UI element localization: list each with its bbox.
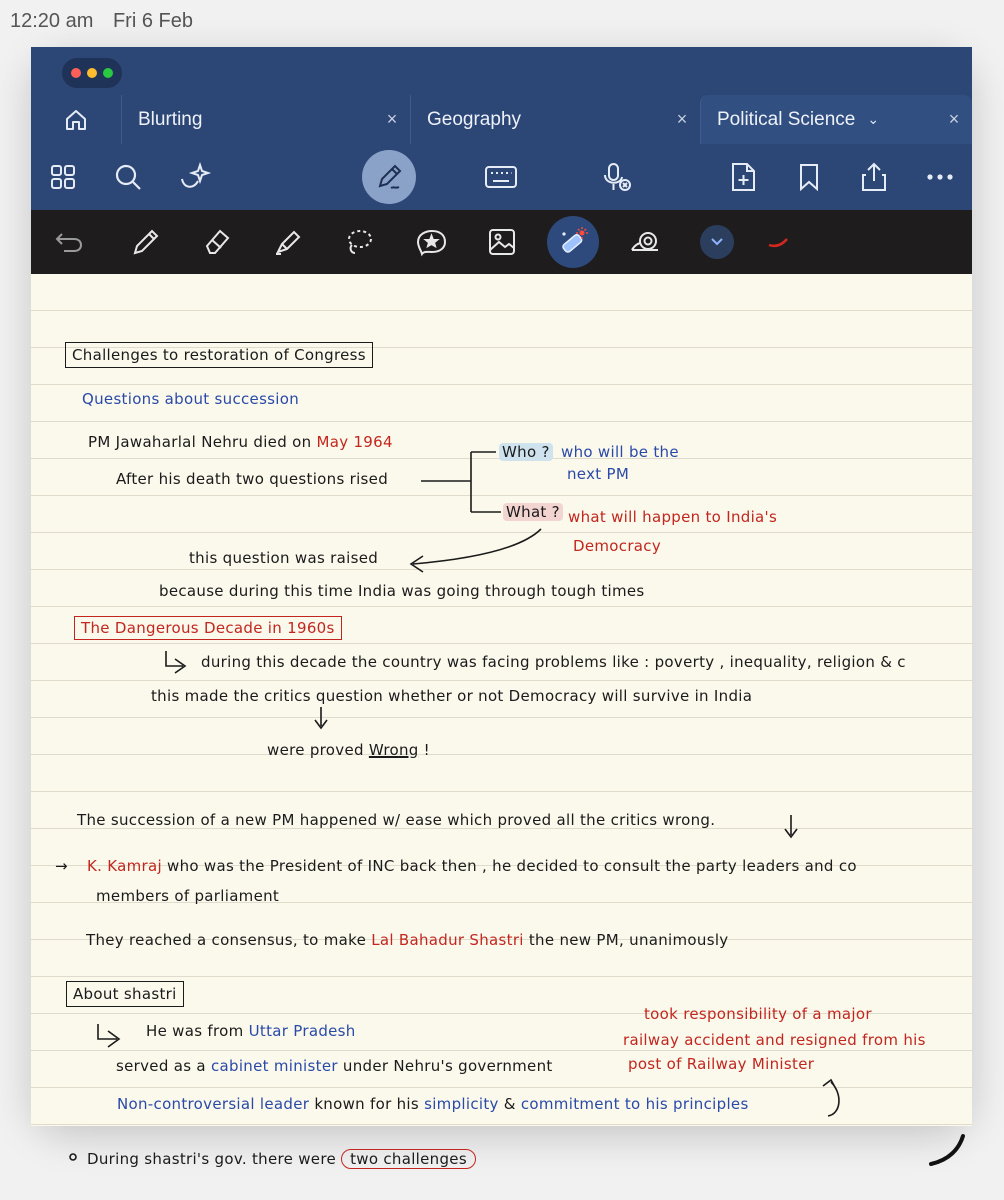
image-icon[interactable] bbox=[482, 222, 522, 262]
what-answer-line2: Democracy bbox=[573, 537, 661, 555]
note-line: this question was raised bbox=[189, 549, 379, 567]
keyboard-icon[interactable] bbox=[482, 158, 520, 196]
who-label: Who ? bbox=[499, 443, 553, 461]
mic-icon[interactable] bbox=[598, 158, 636, 196]
note-line bbox=[116, 1056, 553, 1076]
tab-blurting[interactable] bbox=[121, 95, 410, 144]
note-line: The succession of a new PM happened w/ ease which proved all the critics wrong. bbox=[77, 811, 716, 829]
note-line bbox=[87, 1149, 476, 1169]
highlighter-icon[interactable] bbox=[268, 222, 308, 262]
ai-sparkle-icon[interactable] bbox=[175, 158, 213, 196]
tab-label: Geography bbox=[427, 108, 522, 130]
close-icon[interactable]: × bbox=[948, 109, 960, 129]
clock: 12:20 am bbox=[10, 10, 94, 32]
pen-icon[interactable] bbox=[126, 222, 166, 262]
note-emphasis: commitment to his principles bbox=[520, 1095, 749, 1113]
note-emphasis: Non-controversial leader bbox=[117, 1095, 310, 1113]
note-text: the new PM, unanimously bbox=[528, 931, 729, 949]
home-icon bbox=[63, 107, 89, 133]
note-name: Lal Bahadur Shastri bbox=[371, 931, 524, 949]
note-line: this made the critics question whether or not Democracy will survive in India bbox=[151, 687, 753, 705]
tab-label: Political Science bbox=[717, 108, 856, 130]
tab-label: Blurting bbox=[138, 108, 203, 130]
shapes-icon[interactable] bbox=[625, 222, 665, 262]
app-window bbox=[31, 47, 972, 1168]
who-question bbox=[499, 442, 553, 462]
note-line bbox=[146, 1021, 356, 1041]
what-answer-line1: what will happen to India's bbox=[568, 508, 778, 526]
close-icon[interactable]: × bbox=[386, 109, 398, 129]
eraser-icon[interactable] bbox=[197, 222, 237, 262]
note-line: during this decade the country was facing problems like : poverty , inequality, religion & c bbox=[201, 653, 906, 671]
note-text: were proved bbox=[267, 741, 364, 759]
note-line bbox=[117, 1094, 749, 1114]
tab-strip bbox=[31, 95, 972, 144]
side-note-line2: railway accident and resigned from his bbox=[623, 1031, 926, 1049]
note-role: cabinet minister bbox=[210, 1057, 338, 1075]
new-page-icon[interactable] bbox=[724, 158, 762, 196]
status-bar bbox=[10, 10, 207, 33]
note-emphasis: Wrong bbox=[368, 741, 419, 759]
pen-mode-icon bbox=[373, 161, 405, 193]
more-icon[interactable] bbox=[921, 158, 959, 196]
note-line bbox=[55, 856, 857, 876]
note-subheading: Questions about succession bbox=[82, 390, 300, 408]
side-note-line1: took responsibility of a major bbox=[644, 1005, 872, 1023]
note-emphasis: simplicity bbox=[424, 1095, 499, 1113]
what-question bbox=[503, 502, 563, 522]
who-answer-line2: next PM bbox=[567, 465, 630, 483]
chevron-down-icon[interactable]: ⌄ bbox=[867, 111, 880, 127]
note-line bbox=[86, 930, 728, 950]
zoom-dot-icon[interactable] bbox=[103, 68, 113, 78]
grid-icon[interactable] bbox=[44, 158, 82, 196]
note-place: Uttar Pradesh bbox=[248, 1022, 356, 1040]
laser-pointer-icon[interactable] bbox=[547, 216, 599, 268]
minimize-dot-icon[interactable] bbox=[87, 68, 97, 78]
note-heading: Challenges to restoration of Congress bbox=[65, 342, 373, 368]
share-icon[interactable] bbox=[855, 158, 893, 196]
note-name: K. Kamraj bbox=[86, 857, 162, 875]
note-line: After his death two questions rised bbox=[116, 470, 389, 488]
close-dot-icon[interactable] bbox=[71, 68, 81, 78]
home-tab[interactable] bbox=[31, 95, 121, 144]
note-text: They reached a consensus, to make bbox=[86, 931, 367, 949]
tab-political-science[interactable] bbox=[700, 95, 972, 144]
note-line: members of parliament bbox=[96, 887, 280, 905]
note-text: ! bbox=[423, 741, 430, 759]
main-toolbar bbox=[31, 144, 972, 210]
note-date: May 1964 bbox=[316, 433, 393, 451]
about-box: About shastri bbox=[66, 981, 184, 1007]
note-line: because during this time India was going through tough times bbox=[159, 582, 645, 600]
chevron-down-icon[interactable] bbox=[700, 225, 734, 259]
note-line bbox=[267, 740, 430, 760]
arrow-icon: → bbox=[55, 857, 68, 875]
note-emphasis: two challenges bbox=[341, 1149, 476, 1169]
what-label: What ? bbox=[503, 503, 563, 521]
who-answer-line1: who will be the bbox=[561, 443, 679, 461]
stroke-color-icon[interactable] bbox=[758, 222, 798, 262]
note-text: He was from bbox=[146, 1022, 244, 1040]
note-text: & bbox=[503, 1095, 516, 1113]
sticker-icon[interactable] bbox=[411, 222, 451, 262]
decade-box: The Dangerous Decade in 1960s bbox=[74, 616, 342, 640]
note-text: served as a bbox=[116, 1057, 206, 1075]
date: Fri 6 Feb bbox=[112, 10, 193, 32]
close-icon[interactable]: × bbox=[676, 109, 688, 129]
notebook-page[interactable] bbox=[31, 274, 972, 1168]
window-controls[interactable] bbox=[62, 58, 122, 88]
note-text: During shastri's gov. there were bbox=[87, 1150, 336, 1168]
tab-geography[interactable] bbox=[410, 95, 700, 144]
side-note-line3: post of Railway Minister bbox=[628, 1055, 815, 1073]
top-bar bbox=[31, 47, 972, 210]
note-line bbox=[88, 432, 393, 452]
search-icon[interactable] bbox=[109, 158, 147, 196]
lasso-icon[interactable] bbox=[339, 222, 379, 262]
drawing-tools-bar bbox=[31, 210, 972, 274]
note-text: PM Jawaharlal Nehru died on bbox=[88, 433, 312, 451]
undo-icon[interactable] bbox=[49, 222, 89, 262]
note-text: under Nehru's government bbox=[342, 1057, 553, 1075]
note-text: known for his bbox=[314, 1095, 420, 1113]
bookmark-icon[interactable] bbox=[790, 158, 828, 196]
pen-mode-button[interactable] bbox=[362, 150, 416, 204]
note-text: who was the President of INC back then , he decided to consult the party leaders and co bbox=[167, 857, 857, 875]
